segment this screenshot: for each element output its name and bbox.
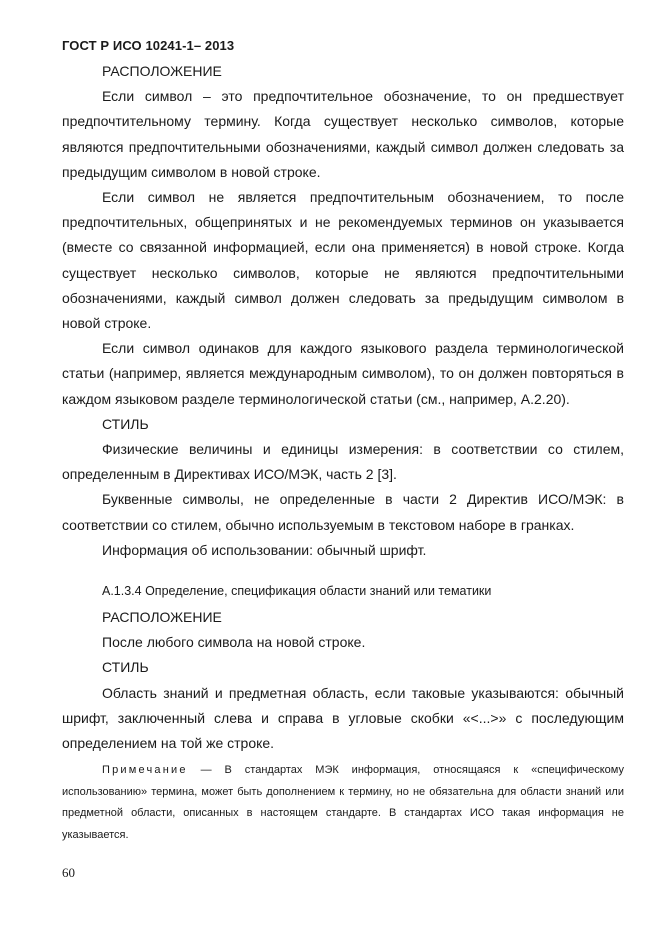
paragraph: Информация об использовании: обычный шрифт. [102,541,427,558]
document-body [62,59,624,846]
paragraph: Область знаний и предметная область, если таковые указываются: обычный шрифт, заключенный слева и справа в угловые скобки «<...>» с последующим определением на той же строке. [62,684,624,752]
section-heading-layout: РАСПОЛОЖЕНИЕ [102,63,222,79]
clause-subheading: А.1.3.4 Определение, спецификация области знаний или тематики [102,584,492,599]
note-label: Примечание [102,764,188,777]
note-paragraph [62,760,624,846]
section-heading-layout: РАСПОЛОЖЕНИЕ [102,609,222,626]
note-text: — В стандартах МЭК информация, относящаяся к «специфическому использованию» термина, может быть дополнением к термину, но не обязательна для области знаний или предметной области, описанных в настоящем стандарте. В стандартах ИСО такая информация не указывается. [62,764,624,841]
page-number: 60 [62,865,75,880]
paragraph: Физические величины и единицы измерения: в соответствии со стилем, определенным в Директивах ИСО/МЭК, часть 2 [3]. [62,441,624,483]
section-spacer [62,563,624,578]
paragraph: После любого символа на новой строке. [102,634,366,651]
document-header: ГОСТ Р ИСО 10241-1– 2013 [62,38,235,53]
section-heading-style: СТИЛЬ [102,659,149,676]
paragraph: Буквенные символы, не определенные в части 2 Директив ИСО/МЭК: в соответствии со стилем, обычно используемым в текстовом наборе в гранках. [62,491,624,533]
paragraph: Если символ одинаков для каждого языкового раздела терминологической статьи (например, является международным символом), то он должен повторяться в каждом языковом разделе терминологической статьи (см., например, А.2.20). [62,340,624,407]
paragraph: Если символ не является предпочтительным обозначением, то после предпочтительных, общепринятых и не рекомендуемых терминов он указывается (вместе со связанной информацией, если она применяется) в новой строке. Когда существует несколько символов, которые не являются предпочтительными обозначениями, каждый символ должен следовать за предыдущим символом в новой строке. [62,189,624,332]
section-heading-style: СТИЛЬ [102,415,149,432]
paragraph: Если символ – это предпочтительное обозначение, то он предшествует предпочтительному термину. Когда существует несколько символов, которые являются предпочтительными обозначениями, каждый символ должен следовать за предыдущим символом в новой строке. [62,88,624,180]
